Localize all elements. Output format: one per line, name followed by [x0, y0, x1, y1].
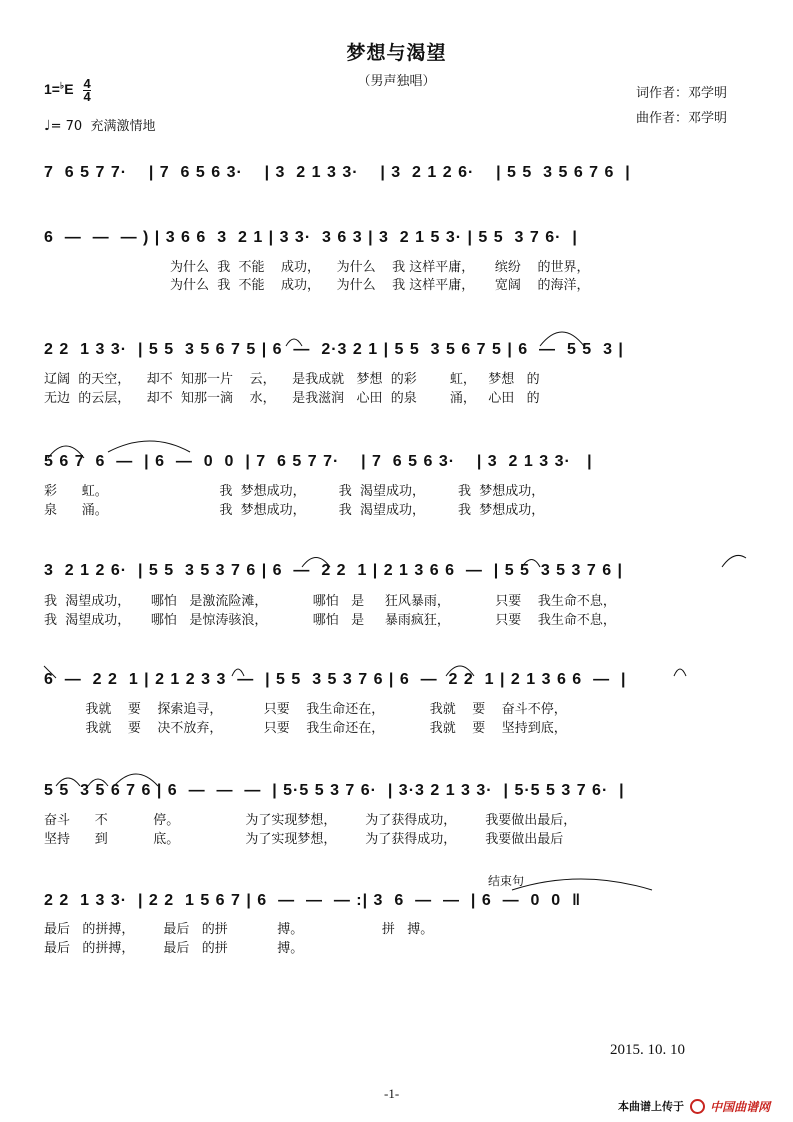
slur-arc — [108, 441, 190, 452]
score-row-2-lyrics-2: 为什么 我 不能 成功， 为什么 我 这样平庸， 宽阔 的海洋， — [170, 278, 590, 293]
time-top: 4 — [83, 76, 91, 91]
score-row-6-notes: 6 — 2 2 1 | 2 1 2 3 3 — | 5 5 3 5 3 7 6 | 6 — 2 2 1 | 2 1 3 6 6 — | — [44, 671, 627, 688]
score-row-5-lyrics-1: 我 渴望成功， 哪怕 是激流险滩， 哪怕 是 狂风暴雨， 只要 我生命不息， — [44, 594, 616, 609]
slur-arc — [674, 669, 686, 676]
score-row-3-lyrics-1: 辽阔 的天空， 却不 知那一片 云， 是我成就 梦想 的彩 虹， 梦想 的 — [44, 372, 540, 387]
score-row-5-notes: 3 2 1 2 6· | 5 5 3 5 3 7 6 | 6 — 2 2 1 | 2 1 3 6 6 — | 5 5 3 5 3 7 6 | — [44, 562, 624, 579]
score-row-8-lyrics-1: 最后 的拼搏， 最后 的拼 搏。 拼 搏。 — [44, 922, 434, 937]
tempo-marking — [44, 115, 155, 134]
score-row-2-lyrics-1: 为什么 我 不能 成功， 为什么 我 这样平庸， 缤纷 的世界， — [170, 260, 590, 275]
score-row-8-lyrics-2: 最后 的拼搏， 最后 的拼 搏。 — [44, 941, 304, 956]
lyricist: 词作者：邓学明 — [636, 86, 728, 101]
score-row-4-lyrics-1: 彩 虹。 我 梦想成功， 我 渴望成功， 我 梦想成功， — [44, 484, 545, 499]
score-row-8-notes: 2 2 1 3 3· | 2 2 1 5 6 7 | 6 — — — :| 3 6 — — | 6 — 0 0 ‖ — [44, 892, 582, 909]
composer: 曲作者：邓学明 — [636, 111, 728, 126]
score-row-6-lyrics-1: 我就 要 探索追寻， 只要 我生命还在， 我就 要 奋斗不停， — [44, 702, 567, 717]
site-logo — [690, 1096, 770, 1115]
score-row-6-lyrics-2: 我就 要 决不放弃， 只要 我生命还在， 我就 要 坚持到底， — [44, 721, 567, 736]
logo-icon — [690, 1099, 705, 1114]
score-row-3-notes: 2 2 1 3 3· | 5 5 3 5 6 7 5 | 6 — 2·3 2 1 | 5 5 3 5 6 7 5 | 6 — 5 5 3 | — [44, 341, 624, 358]
score-row-7-lyrics-1: 奋斗 不 停。 为了实现梦想， 为了获得成功， 我要做出最后， — [44, 813, 577, 828]
slur-arc — [722, 555, 746, 567]
slur-arc — [512, 879, 652, 890]
quarter-note-icon: ♩ — [44, 118, 51, 134]
flat-sign: ♭ — [59, 80, 65, 91]
logo-text: 中国曲谱网 — [710, 1100, 771, 1114]
page-number: -1- — [384, 1086, 400, 1101]
date: 2015. 10. 10 — [610, 1042, 685, 1058]
key-note: E — [64, 81, 74, 98]
song-subtitle: （男声独唱） — [357, 74, 436, 89]
score-row-2-notes: 6 — — — ) | 3 6 6 3 2 1 | 3 3· 3 6 3 | 3 2 1 5 3· | 5 5 3 7 6· | — [44, 229, 578, 246]
score-row-1-notes: 7 6 5 7 7· | 7 6 5 6 3· | 3 2 1 3 3· | 3 2 1 2 6· | 5 5 3 5 6 7 6 | — [44, 164, 631, 181]
score-row-7-lyrics-2: 坚持 到 底。 为了实现梦想， 为了获得成功， 我要做出最后 — [44, 832, 564, 847]
key-prefix: 1= — [44, 81, 60, 98]
score-row-7-notes: 5 5 3 5 6 7 6 | 6 — — — | 5·5 5 3 7 6· | 3·3 2 1 3 3· | 5·5 5 3 7 6· | — [44, 782, 625, 799]
upload-note: 本曲谱上传于 — [618, 1100, 684, 1113]
tempo-value: = 70 — [50, 119, 83, 134]
time-signature — [83, 78, 90, 103]
key-signature — [44, 78, 91, 103]
score-row-4-lyrics-2: 泉 涌。 我 梦想成功， 我 渴望成功， 我 梦想成功， — [44, 503, 545, 518]
score-row-5-lyrics-2: 我 渴望成功， 哪怕 是惊涛骇浪， 哪怕 是 暴雨疯狂， 只要 我生命不息， — [44, 613, 616, 628]
tempo-expression: 充满激情地 — [90, 119, 156, 134]
song-title: 梦想与渴望 — [346, 42, 447, 64]
time-bottom: 4 — [83, 89, 91, 104]
score-row-4-notes: 5 6 7 6 — | 6 — 0 0 | 7 6 5 7 7· | 7 6 5 6 3· | 3 2 1 3 3· | — [44, 453, 593, 470]
score-row-3-lyrics-2: 无边 的云层， 却不 知那一滴 水， 是我滋润 心田 的泉 涌， 心田 的 — [44, 391, 540, 406]
ending-label: 结束句 — [488, 874, 525, 888]
